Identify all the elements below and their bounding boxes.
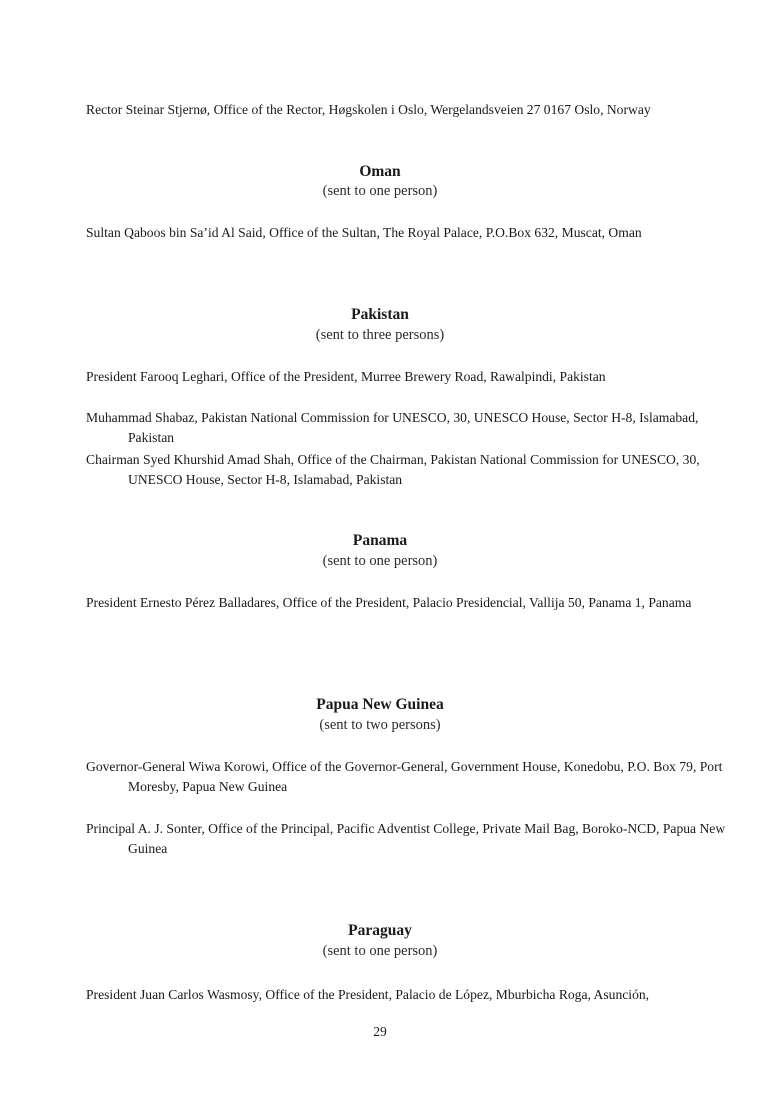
recipient-count-pakistan: (sent to three persons) [315, 327, 445, 343]
address-entry: President Juan Carlos Wasmosy, Office of the President, Palacio de López, Mburbicha Roga, Asunción, [86, 987, 650, 1002]
address-entry: President Ernesto Pérez Balladares, Office of the President, Palacio Presidencial, Vallija 50, Panama 1, Panama [86, 595, 692, 610]
country-heading-pakistan: Pakistan [351, 306, 409, 323]
page-number: 29 [373, 1024, 387, 1039]
country-heading-paraguay: Paraguay [348, 922, 412, 939]
address-entry: Rector Steinar Stjernø, Office of the Rector, Høgskolen i Oslo, Wergelandsveien 27 0167 Oslo, Norway [86, 102, 651, 117]
address-entry: Muhammad Shabaz, Pakistan National Commission for UNESCO, 30, UNESCO House, Sector H-8, Islamabad, Pakistan [86, 410, 699, 445]
recipient-count-paraguay: (sent to one person) [322, 943, 438, 959]
country-heading-panama: Panama [352, 532, 408, 549]
address-entry: Sultan Qaboos bin Sa’id Al Said, Office of the Sultan, The Royal Palace, P.O.Box 632, Muscat, Oman [86, 225, 642, 240]
address-entry: Principal A. J. Sonter, Office of the Principal, Pacific Adventist College, Private Mail Bag, Boroko-NCD, Papua New Guinea [86, 821, 726, 856]
address-entry: Chairman Syed Khurshid Amad Shah, Office of the Chairman, Pakistan National Commission for UNESCO, 30, UNESCO House, Sector H-8, Islamabad, Pakistan [86, 452, 700, 487]
recipient-count-panama: (sent to one person) [322, 553, 438, 569]
country-heading-papua-new-guinea: Papua New Guinea [316, 696, 444, 713]
address-entry: Governor-General Wiwa Korowi, Office of the Governor-General, Government House, Konedobu, P.O. Box 79, Port Moresby, Papua New Guinea [86, 759, 723, 794]
recipient-count-oman: (sent to one person) [322, 183, 438, 199]
recipient-count-papua-new-guinea: (sent to two persons) [319, 717, 441, 733]
country-heading-oman: Oman [359, 163, 401, 180]
address-entry: President Farooq Leghari, Office of the President, Murree Brewery Road, Rawalpindi, Pakistan [86, 369, 606, 384]
